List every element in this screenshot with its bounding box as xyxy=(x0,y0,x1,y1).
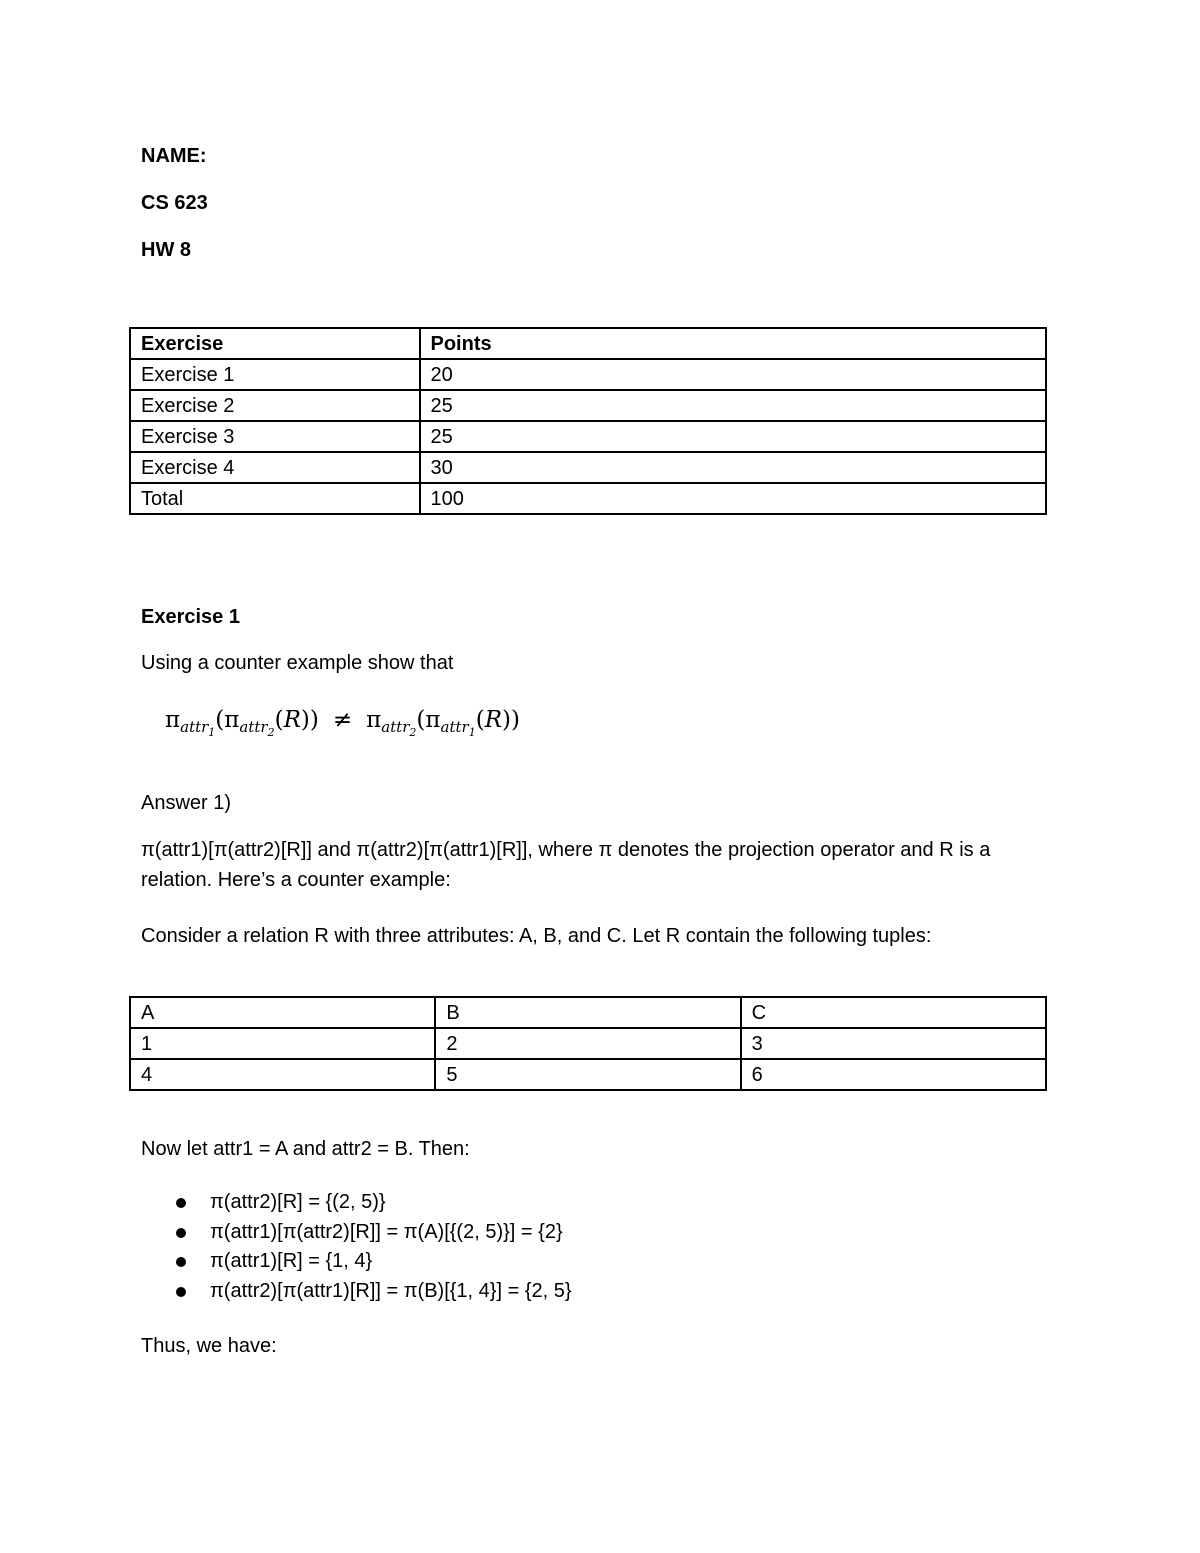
exercise-cell: Exercise 4 xyxy=(130,452,420,483)
table-row xyxy=(130,359,1046,390)
consider-text: Consider a relation R with three attributes: A, B, and C. Let R contain the following tuples: xyxy=(141,925,932,947)
column-header-b: B xyxy=(435,997,740,1028)
cell-b: 5 xyxy=(435,1059,740,1090)
list-item-text: π(attr2)[π(attr1)[R]] = π(B)[{1, 4}] = {2, 5} xyxy=(210,1279,572,1302)
pi-symbol: π xyxy=(165,707,181,733)
list-item xyxy=(141,1277,572,1307)
table-row xyxy=(130,483,1046,514)
cell-c: 6 xyxy=(741,1059,1046,1090)
exercise-cell: Exercise 3 xyxy=(130,421,420,452)
cell-a: 1 xyxy=(130,1028,435,1059)
table-row xyxy=(130,421,1046,452)
pi-symbol: π xyxy=(224,707,240,733)
list-item-text: π(attr2)[R] = {(2, 5)} xyxy=(210,1191,386,1213)
projection-formula: $\pi_{attr_1}(\pi_{attr_2}(R)) \ne \pi_{attr_2}(\pi_{attr_1}(R))$ xyxy=(165,707,520,739)
points-cell: 25 xyxy=(420,390,1047,421)
name-label: NAME: xyxy=(141,145,207,167)
homework-number: HW 8 xyxy=(141,239,191,261)
pi-symbol: π xyxy=(366,707,382,733)
formula-relation: R xyxy=(283,707,301,733)
formula-relation: R xyxy=(484,707,503,733)
course-code: CS 623 xyxy=(141,192,208,214)
list-item-text: π(attr1)[R] = {1, 4} xyxy=(210,1250,373,1272)
cell-b: 2 xyxy=(435,1028,740,1059)
answer-text: π(attr1)[π(attr2)[R]] and π(attr2)[π(attr1)[R]], where π denotes the projection operator and R is a relation. Here’s a counter example: xyxy=(141,839,991,891)
projection-steps-list xyxy=(141,1188,572,1306)
points-cell: 100 xyxy=(420,483,1047,514)
list-item xyxy=(141,1247,572,1277)
exercise-cell: Total xyxy=(130,483,420,514)
column-header-exercise: Exercise xyxy=(130,328,420,359)
points-table xyxy=(129,327,1047,515)
formula-attr: attr xyxy=(381,718,410,736)
bullet-icon xyxy=(176,1228,186,1238)
points-cell: 30 xyxy=(420,452,1047,483)
table-row xyxy=(130,1028,1046,1059)
table-row xyxy=(130,452,1046,483)
column-header-a: A xyxy=(130,997,435,1028)
pi-symbol: π xyxy=(425,707,441,733)
formula-subscript: 1 xyxy=(468,726,476,739)
formula-subscript: 2 xyxy=(409,726,417,739)
formula-attr: attr xyxy=(440,718,469,736)
exercise-cell: Exercise 1 xyxy=(130,359,420,390)
bullet-icon xyxy=(176,1198,186,1208)
list-item-text: π(attr1)[π(attr2)[R]] = π(A)[{(2, 5)}] = {2} xyxy=(210,1220,563,1243)
list-item xyxy=(141,1188,572,1218)
formula-subscript: 1 xyxy=(208,726,216,739)
relation-table-header xyxy=(130,997,1046,1028)
not-equal-symbol: ≠ xyxy=(332,707,353,733)
column-header-points: Points xyxy=(420,328,1047,359)
points-cell: 25 xyxy=(420,421,1047,452)
points-table-header xyxy=(130,328,1046,359)
exercise-cell: Exercise 2 xyxy=(130,390,420,421)
answer-label: Answer 1) xyxy=(141,792,232,814)
points-cell: 20 xyxy=(420,359,1047,390)
cell-c: 3 xyxy=(741,1028,1046,1059)
list-item xyxy=(141,1218,572,1248)
exercise-1-prompt: Using a counter example show that xyxy=(141,652,454,674)
bullet-icon xyxy=(176,1257,186,1267)
cell-a: 4 xyxy=(130,1059,435,1090)
exercise-1-title: Exercise 1 xyxy=(141,606,240,628)
table-row xyxy=(130,390,1046,421)
formula-attr: attr xyxy=(180,718,209,736)
bullet-icon xyxy=(176,1287,186,1297)
table-row xyxy=(130,1059,1046,1090)
relation-table xyxy=(129,996,1047,1091)
formula-subscript: 2 xyxy=(267,726,275,739)
column-header-c: C xyxy=(741,997,1046,1028)
formula-attr: attr xyxy=(239,718,268,736)
now-text: Now let attr1 = A and attr2 = B. Then: xyxy=(141,1138,470,1160)
conclusion-text: Thus, we have: xyxy=(141,1335,277,1357)
